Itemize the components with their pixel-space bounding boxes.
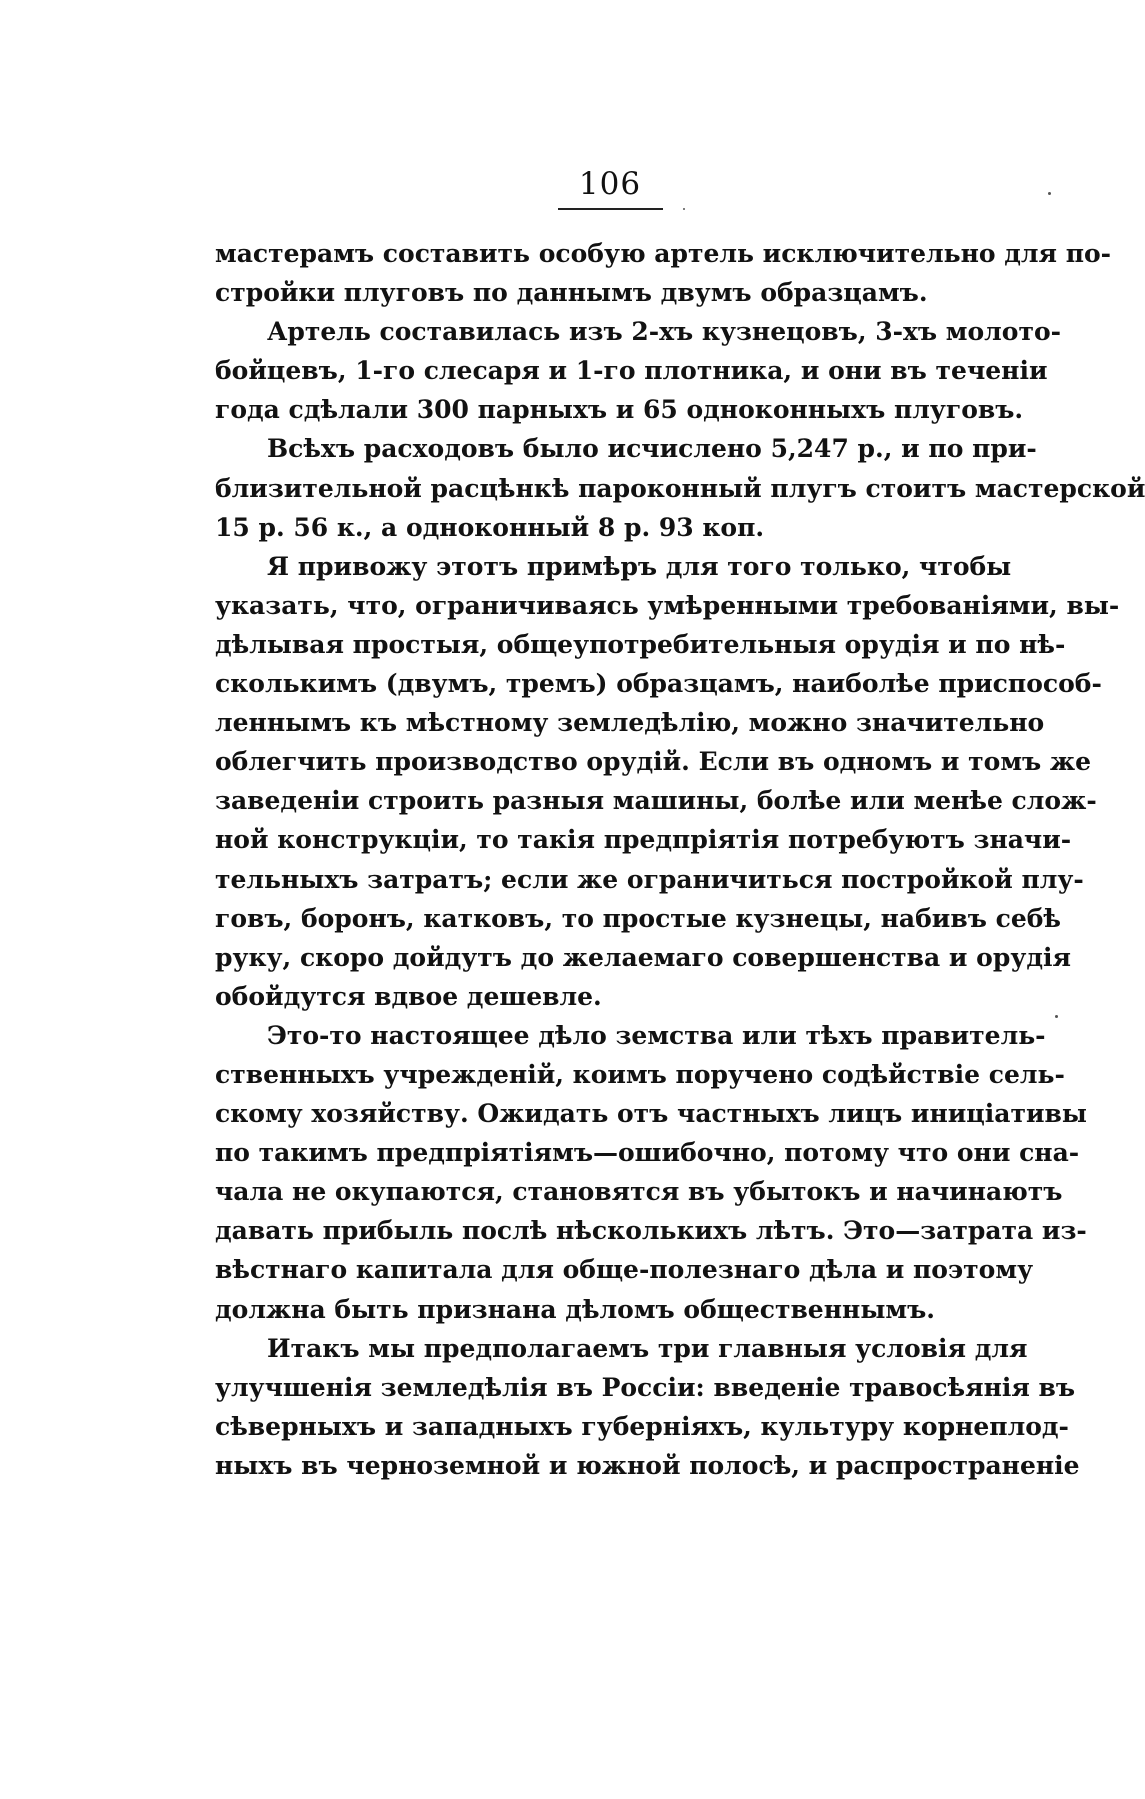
text-line: улучшенія земледѣлія въ Россіи: введеніе травосѣянія въ [215,1372,1076,1402]
scan-speck [1048,192,1051,195]
scan-speck [683,208,685,210]
text-line: вѣстнаго капитала для обще-полезнаго дѣла и поэтому [215,1255,1034,1285]
text-line: скому хозяйству. Ожидать отъ частныхъ лицъ иниціативы [215,1099,1087,1129]
text-line: ныхъ въ черноземной и южной полосѣ, и распространеніе [215,1450,1080,1480]
scan-speck [1055,1015,1058,1018]
text-line: говъ, боронъ, катковъ, то простые кузнецы, набивъ себѣ [215,903,1061,933]
text-line: чала не окупаются, становятся въ убытокъ и начинаютъ [215,1177,1063,1207]
text-line: заведеніи строить разныя машины, болѣе или менѣе слож- [215,786,1097,816]
text-line: Итакъ мы предполагаемъ три главныя условія для [267,1333,1028,1363]
text-line: Всѣхъ расходовъ было исчислено 5,247 р., и по при- [267,434,1037,464]
text-line: леннымъ къ мѣстному земледѣлію, можно значительно [215,708,1045,738]
text-line: стройки плуговъ по даннымъ двумъ образцамъ. [215,278,928,308]
text-line: руку, скоро дойдутъ до желаемаго совершенства и орудія [215,942,1071,972]
text-line: по такимъ предпріятіямъ—ошибочно, потому что они сна- [215,1138,1080,1168]
text-line: облегчить производство орудій. Если въ одномъ и томъ же [215,747,1092,777]
text-line: указать, что, ограничиваясь умѣренными требованіями, вы- [215,590,1120,620]
text-line: мастерамъ составить особую артель исключительно для по- [215,239,1112,268]
text-line: Артель составилась изъ 2-хъ кузнецовъ, 3-хъ молото- [267,317,1062,347]
text-line: должна быть признана дѣломъ общественнымъ. [215,1294,935,1324]
page-number: 106 [578,166,642,202]
text-line: ственныхъ учрежденій, коимъ поручено содѣйствіе сель- [215,1059,1065,1089]
text-line: сѣверныхъ и западныхъ губерніяхъ, культуру корнеплод- [215,1411,1069,1441]
text-line: бойцевъ, 1-го слесаря и 1-го плотника, и они въ теченіи [215,356,1048,386]
text-line: 15 р. 56 к., а одноконный 8 р. 93 коп. [215,512,765,542]
text-line: тельныхъ затратъ; если же ограничиться постройкой плу- [215,864,1084,894]
text-line: дѣлывая простыя, общеупотребительныя орудія и по нѣ- [215,629,1066,659]
text-line: ной конструкціи, то такія предпріятія потребуютъ значи- [215,825,1072,855]
text-line: Я привожу этотъ примѣръ для того только, чтобы [267,551,1012,581]
body-text [215,234,1145,1485]
page-number-rule [558,208,663,210]
text-line: близительной расцѣнкѣ пароконный плугъ стоитъ мастерской [215,473,1145,503]
text-line: сколькимъ (двумъ, тремъ) образцамъ, наиболѣе приспособ- [215,669,1102,699]
text-line: Это-то настоящее дѣло земства или тѣхъ правитель- [267,1020,1046,1050]
text-line: года сдѣлали 300 парныхъ и 65 одноконныхъ плуговъ. [215,395,1024,425]
text-line: давать прибыль послѣ нѣсколькихъ лѣтъ. Это—затрата из- [215,1216,1087,1246]
text-line: обойдутся вдвое дешевле. [215,981,602,1011]
